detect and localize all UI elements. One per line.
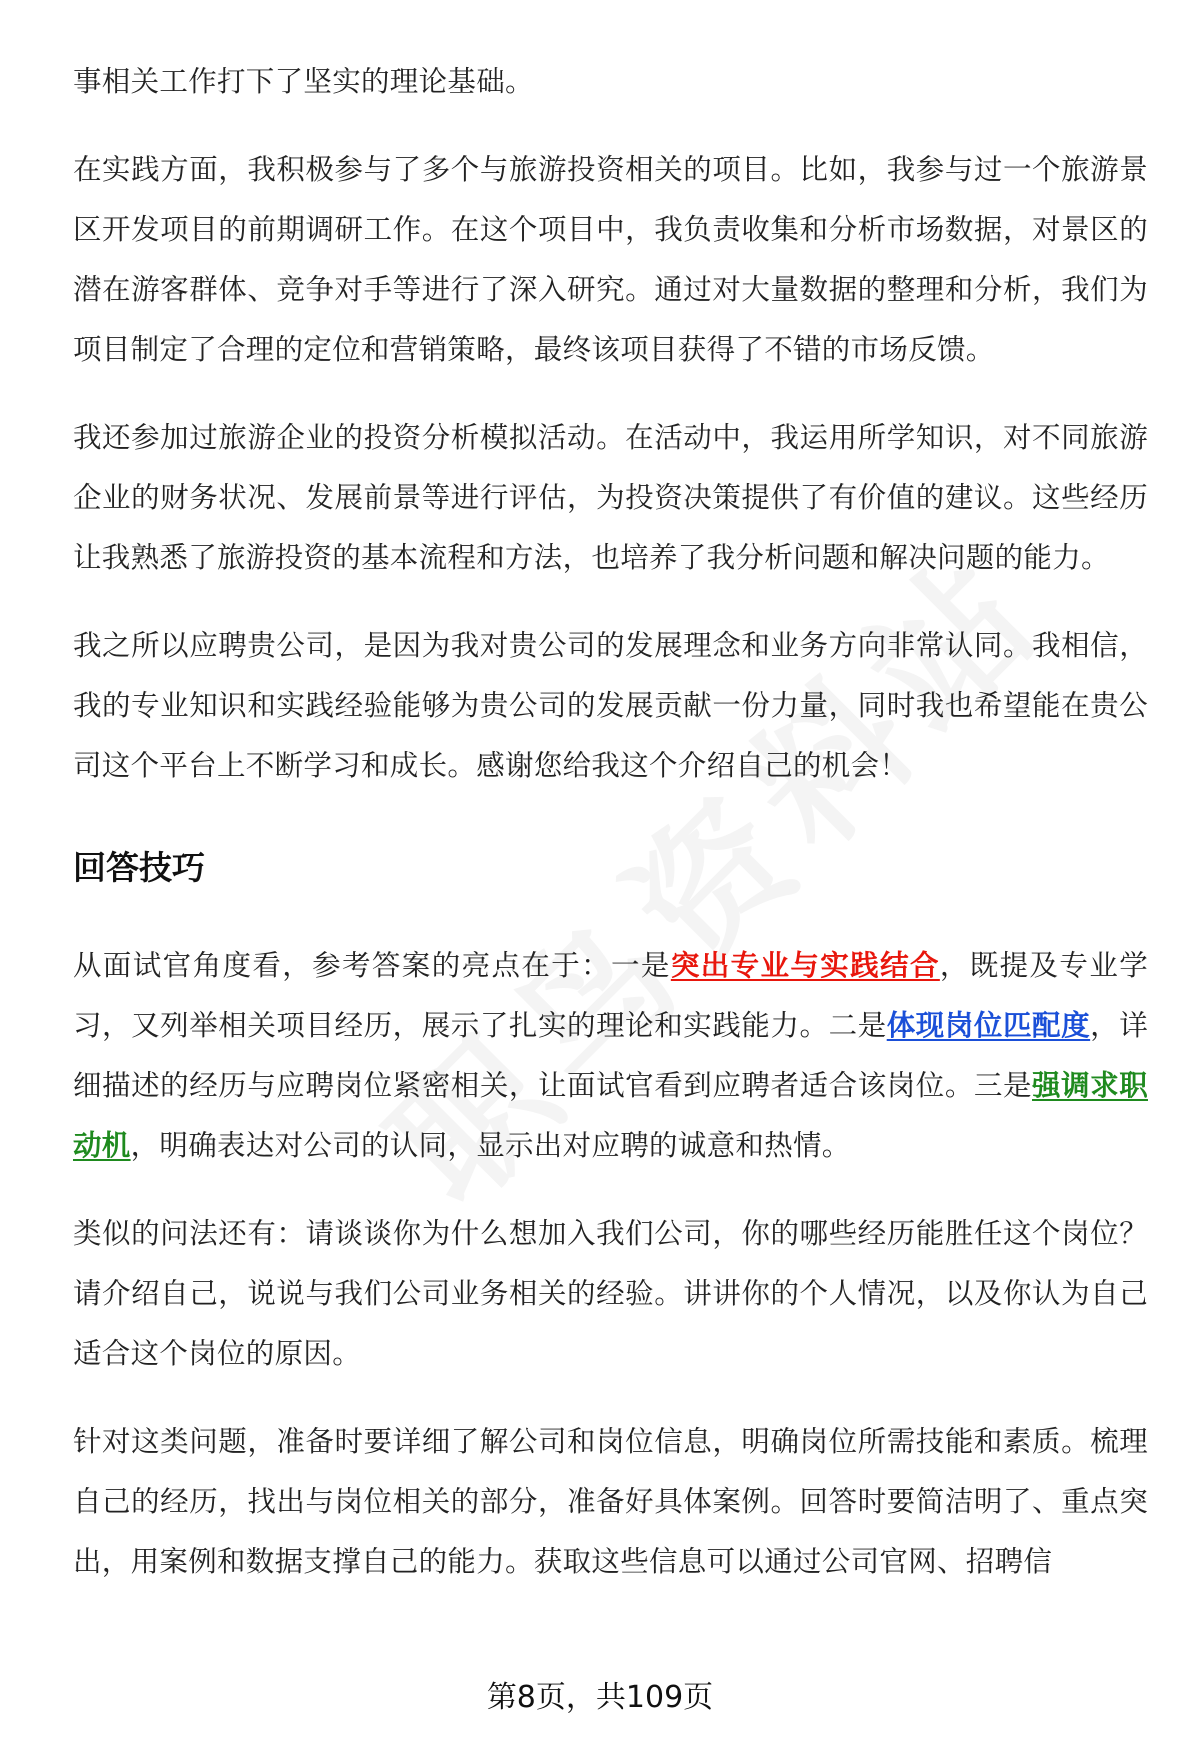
paragraph-motivation: 我之所以应聘贵公司，是因为我对贵公司的发展理念和业务方向非常认同。我相信，我的专业知识和实践经验能够为贵公司的发展贡献一份力量，同时我也希望能在贵公司这个平台上不断学习和成长。感谢您给我这个介绍自己的机会！ — [73, 629, 1148, 782]
section-heading-answer-tips: 回答技巧 — [73, 848, 205, 887]
highlight-position-match: 体现岗位匹配度 — [886, 1009, 1091, 1042]
paragraph-simulation-activity: 我还参加过旅游企业的投资分析模拟活动。在活动中，我运用所学知识，对不同旅游企业的财务状况、发展前景等进行评估，为投资决策提供了有价值的建议。这些经历让我熟悉了旅游投资的基本流程和方法，也培养了我分析问题和解决问题的能力。 — [73, 421, 1148, 574]
tips-text-4: ，明确表达对公司的认同，显示出对应聘的诚意和热情。 — [130, 1129, 851, 1162]
tips-text-3: ，详细描述的经历与应聘岗位紧密相关，让面试官看到应聘者适合该岗位。三是 — [73, 1009, 1149, 1102]
paragraph-theory-foundation: 事相关工作打下了坚实的理论基础。 — [73, 65, 534, 98]
paragraph-preparation-advice: 针对这类问题，准备时要详细了解公司和岗位信息，明确岗位所需技能和素质。梳理自己的经历，找出与岗位相关的部分，准备好具体案例。回答时要简洁明了、重点突出，用案例和数据支撑自己的能力。获取这些信息可以通过公司官网、招聘信 — [73, 1425, 1148, 1578]
document-page — [73, 52, 1148, 1592]
tips-text-2: ，既提及专业学习，又列举相关项目经历，展示了扎实的理论和实践能力。二是 — [73, 949, 1149, 1042]
paragraph-practice-projects: 在实践方面，我积极参与了多个与旅游投资相关的项目。比如，我参与过一个旅游景区开发项目的前期调研工作。在这个项目中，我负责收集和分析市场数据，对景区的潜在游客群体、竞争对手等进行了深入研究。通过对大量数据的整理和分析，我们为项目制定了合理的定位和营销策略，最终该项目获得了不错的市场反馈。 — [73, 153, 1148, 366]
paragraph-tips — [73, 936, 1148, 1176]
highlight-job-motivation: 强调求职动机 — [73, 1069, 1148, 1162]
paragraph-similar-questions: 类似的问法还有：请谈谈你为什么想加入我们公司，你的哪些经历能胜任这个岗位？请介绍自己，说说与我们公司业务相关的经验。讲讲你的个人情况，以及你认为自己适合这个岗位的原因。 — [73, 1217, 1148, 1370]
tips-text-1: 从面试官角度看，参考答案的亮点在于：一是 — [73, 949, 671, 982]
page-number-footer: 第8页，共109页 — [486, 1680, 714, 1715]
highlight-professional-practice: 突出专业与实践结合 — [670, 949, 940, 982]
